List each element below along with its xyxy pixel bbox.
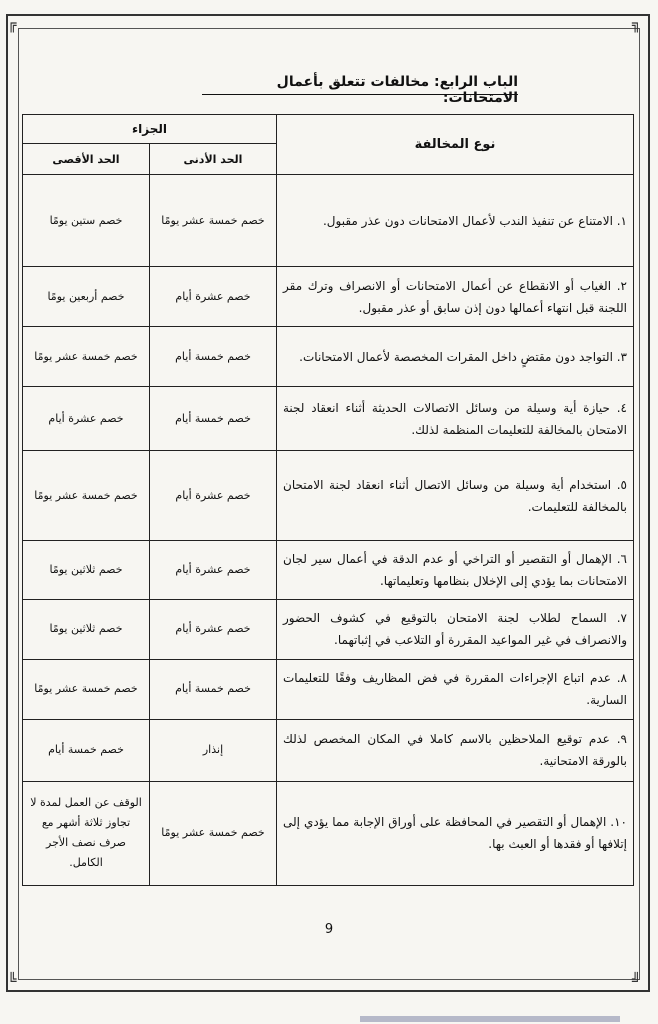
title-underline xyxy=(202,94,518,95)
penalty-max: خصم ثلاثين يومًا xyxy=(23,599,150,659)
penalty-max: خصم خمسة عشر يومًا xyxy=(23,327,150,387)
table-row xyxy=(23,599,634,659)
corner-ornament-icon: ╝ xyxy=(632,973,641,989)
penalty-max: الوقف عن العمل لمدة لا تجاوز ثلاثة أشهر مع صرف نصف الأجر الكامل. xyxy=(23,781,150,885)
header-violation-type: نوع المخالفة xyxy=(277,115,634,175)
violation-description: ٤. حيازة أية وسيلة من وسائل الاتصالات الحديثة أثناء انعقاد لجنة الامتحان بالمخالفة للتعليمات المنظمة لذلك. xyxy=(277,387,634,451)
penalty-min: خصم خمسة عشر يومًا xyxy=(150,175,277,267)
corner-ornament-icon: ╗ xyxy=(632,17,641,33)
header-max: الحد الأقصى xyxy=(23,144,150,175)
violation-description: ١٠. الإهمال أو التقصير في المحافظة على أوراق الإجابة مما يؤدي إلى إتلافها أو فقدها أو العبث بها. xyxy=(277,781,634,885)
header-min: الحد الأدنى xyxy=(150,144,277,175)
penalty-min: خصم خمسة أيام xyxy=(150,387,277,451)
table-row xyxy=(23,541,634,599)
page-title: الباب الرابع: مخالفات تتعلق بأعمال الامتحانات: xyxy=(276,74,518,106)
scan-edge-strip xyxy=(360,1016,620,1022)
violation-description: ٢. الغياب أو الانقطاع عن أعمال الامتحانات أو الانصراف وترك مقر اللجنة قبل انتهاء أعمالها دون إذن سابق أو عذر مقبول. xyxy=(277,267,634,327)
penalty-min: خصم عشرة أيام xyxy=(150,451,277,541)
violation-description: ٦. الإهمال أو التقصير أو التراخي أو عدم الدقة في أعمال سير لجان الامتحانات بما يؤدي إلى الإخلال بنظامها وتعليماتها. xyxy=(277,541,634,599)
penalty-max: خصم ستين يومًا xyxy=(23,175,150,267)
violation-description: ١. الامتناع عن تنفيذ الندب لأعمال الامتحانات دون عذر مقبول. xyxy=(277,175,634,267)
penalty-min: خصم خمسة عشر يومًا xyxy=(150,781,277,885)
page-number: 9 xyxy=(324,922,334,937)
corner-ornament-icon: ╚ xyxy=(8,973,17,989)
penalty-min: خصم عشرة أيام xyxy=(150,267,277,327)
penalty-max: خصم خمسة عشر يومًا xyxy=(23,659,150,719)
table-row xyxy=(23,719,634,781)
penalty-max: خصم أربعين يومًا xyxy=(23,267,150,327)
corner-ornament-icon: ╔ xyxy=(8,17,17,33)
penalty-max: خصم خمسة أيام xyxy=(23,719,150,781)
penalty-min: إنذار xyxy=(150,719,277,781)
violations-table xyxy=(22,114,634,886)
violation-description: ٣. التواجد دون مقتضٍ داخل المقرات المخصصة لأعمال الامتحانات. xyxy=(277,327,634,387)
violation-description: ٨. عدم اتباع الإجراءات المقررة في فض المظاريف وفقًا للتعليمات السارية. xyxy=(277,659,634,719)
table-row xyxy=(23,175,634,267)
penalty-min: خصم عشرة أيام xyxy=(150,541,277,599)
table-row xyxy=(23,387,634,451)
penalty-min: خصم عشرة أيام xyxy=(150,599,277,659)
table-row xyxy=(23,267,634,327)
violation-description: ٧. السماح لطلاب لجنة الامتحان بالتوقيع في كشوف الحضور والانصراف في غير المواعيد المقررة أو التلاعب في إثباتهما. xyxy=(277,599,634,659)
table-row xyxy=(23,781,634,885)
header-penalty: الجزاء xyxy=(23,115,277,144)
penalty-max: خصم خمسة عشر يومًا xyxy=(23,451,150,541)
violation-description: ٩. عدم توقيع الملاحظين بالاسم كاملا في المكان المخصص لذلك بالورقة الامتحانية. xyxy=(277,719,634,781)
penalty-max: خصم ثلاثين يومًا xyxy=(23,541,150,599)
table-row xyxy=(23,327,634,387)
table-row xyxy=(23,451,634,541)
table-row xyxy=(23,659,634,719)
penalty-min: خصم خمسة أيام xyxy=(150,659,277,719)
penalty-max: خصم عشرة أيام xyxy=(23,387,150,451)
violation-description: ٥. استخدام أية وسيلة من وسائل الاتصال أثناء انعقاد لجنة الامتحان بالمخالفة للتعليمات. xyxy=(277,451,634,541)
penalty-min: خصم خمسة أيام xyxy=(150,327,277,387)
